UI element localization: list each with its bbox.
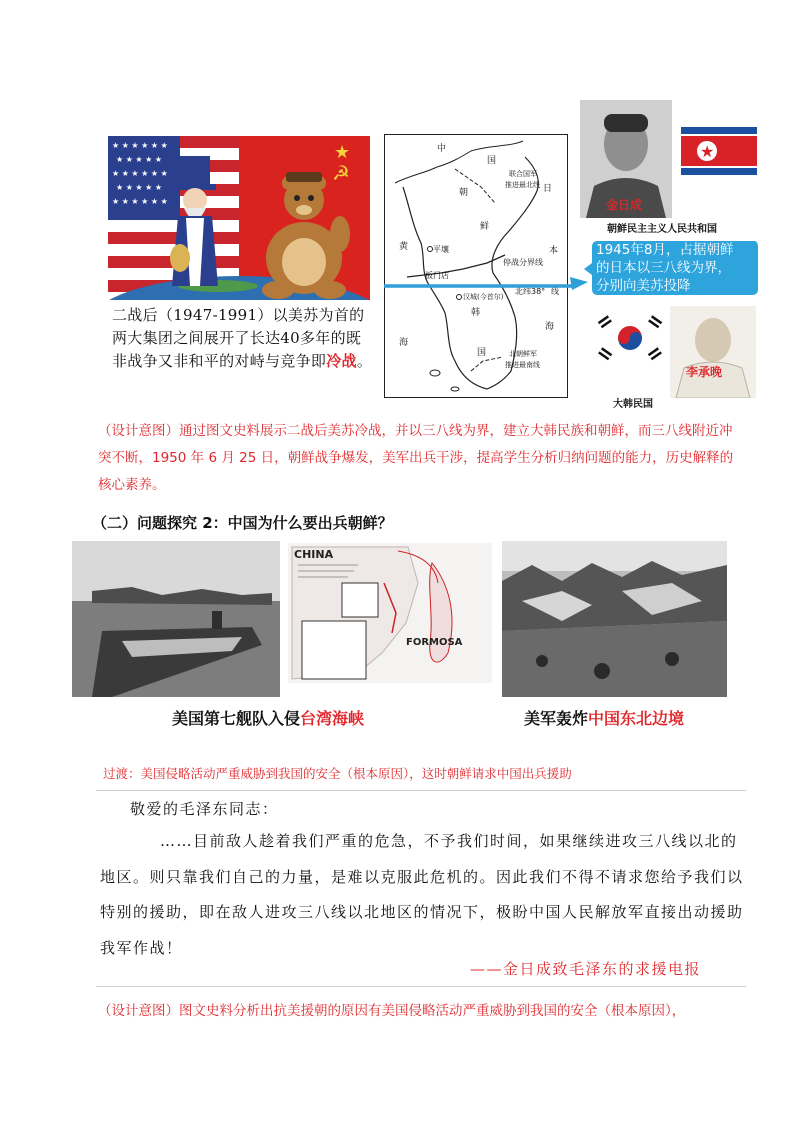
map-label-china-bottom: 国	[487, 156, 497, 166]
svg-text:★ ★ ★ ★ ★: ★ ★ ★ ★ ★	[116, 183, 163, 192]
map-label-east-sea: 海	[545, 322, 555, 332]
svg-text:★ ★ ★ ★ ★ ★: ★ ★ ★ ★ ★ ★	[112, 197, 168, 206]
map-label-un-advance-2: 推进最北线	[505, 181, 540, 189]
svg-text:★ ★ ★ ★ ★: ★ ★ ★ ★ ★	[116, 155, 163, 164]
map-label-panmunjom: 板门店	[425, 271, 449, 280]
map-label-38th-parallel: 北纬38°	[515, 287, 546, 296]
map-label-korea-2: 鲜	[480, 222, 490, 232]
fleet-caption-text: 美国第七舰队入侵	[172, 709, 301, 728]
south-korea-flag	[594, 312, 666, 364]
map-label-korea-1: 朝	[459, 188, 469, 198]
map2-formosa-label: FORMOSA	[406, 637, 463, 648]
map-label-un-advance-1: 联合国军	[509, 170, 537, 178]
cold-war-poster-image	[108, 136, 370, 300]
map-label-japan-1: 日	[543, 184, 553, 194]
map2-china-label: CHINA	[294, 548, 334, 561]
map-label-south-korea-1: 韩	[471, 308, 481, 318]
poster-caption-end: 。	[356, 352, 373, 370]
38th-parallel-arrow	[384, 272, 594, 296]
syngman-rhee-photo	[670, 306, 756, 398]
map-label-china-top: 中	[437, 144, 447, 154]
poster-caption	[112, 304, 374, 373]
design-intent-paragraph-1: （设计意图）通过图文史料展示二战后美苏冷战，并以三八线为界，建立大韩民族和朝鲜，而三八线附近冲突不断，1950 年 6 月 25 日，朝鲜战争爆发，美军出兵干涉，提高学生分析归纳问题的能力，历史解释的核心素养。	[98, 423, 734, 493]
callout-line-1: 1945年8月，占据朝鲜	[596, 242, 734, 258]
svg-text:★: ★	[334, 142, 351, 163]
design-intent-paragraph-2: （设计意图）图文史料分析出抗美援朝的原因有美国侵略活动严重威胁到我国的安全（根本原因），	[98, 1003, 686, 1019]
map-label-yellow-sea-1: 黄	[399, 242, 409, 252]
fleet-caption	[172, 706, 364, 729]
map-label-south-korea-2: 国	[477, 348, 487, 358]
cold-war-highlight: 冷战	[326, 352, 357, 370]
map-label-nk-advance-1: 北朝鲜军	[509, 350, 537, 358]
callout-line-2: 的日本以三八线为界，	[596, 260, 731, 276]
bomb-caption-highlight: 中国东北边境	[588, 709, 685, 728]
map-label-pyongyang: 平壤	[433, 245, 449, 254]
seventh-fleet-photo	[72, 541, 280, 697]
transition-text: 过渡：美国侵略活动严重威胁到我国的安全（根本原因），这时朝鲜请求中国出兵援助	[103, 766, 572, 781]
callout-line-3: 分别向美苏投降	[596, 278, 691, 294]
divider	[96, 790, 746, 791]
map-label-line: 线	[551, 287, 559, 296]
korea-armistice-map	[384, 134, 568, 398]
map-label-yellow-sea-2: 海	[399, 338, 409, 348]
telegram-source: ——金日成致毛泽东的求援电报	[470, 960, 702, 978]
fleet-caption-highlight: 台湾海峡	[300, 709, 365, 728]
svg-text:★ ★ ★ ★ ★ ★: ★ ★ ★ ★ ★ ★	[112, 141, 168, 150]
bombed-northeast-photo	[502, 541, 727, 697]
section-2-heading: （二）问题探究 2：中国为什么要出兵朝鲜？	[92, 514, 393, 532]
telegram-body: ……目前敌人趁着我们严重的危急，不予我们时间，如果继续进攻三八线以北的地区。则只靠我们自己的力量，是难以克服此危机的。因此我们不得不请求您给予我们以特别的援助，即在敌人进攻三八线以北地区的情况下，极盼中国人民解放军直接出动援助我军作战！	[100, 832, 744, 957]
north-korea-flag	[681, 127, 757, 175]
svg-text:☭: ☭	[332, 161, 350, 185]
poster-caption-text: 二战后（1947-1991）以美苏为首的两大集团之间展开了长达40多年的既非战争又非和平的对峙与竞争即	[112, 306, 365, 370]
telegram-salutation: 敬爱的毛泽东同志：	[130, 800, 279, 818]
south-korea-name: 大韩民国	[613, 399, 653, 410]
svg-text:★ ★ ★ ★ ★ ★: ★ ★ ★ ★ ★ ★	[112, 169, 168, 178]
north-korea-name: 朝鲜民主主义人民共和国	[607, 224, 717, 235]
syngman-rhee-name: 李承晚	[686, 365, 723, 379]
map-label-nk-advance-2: 推进最南线	[505, 361, 540, 369]
bomb-caption-text: 美军轰炸	[524, 709, 589, 728]
callout-text	[596, 241, 756, 295]
bomb-caption	[524, 706, 684, 729]
map-label-japan-2: 本	[549, 246, 559, 256]
taiwan-strait-map	[288, 543, 492, 683]
svg-text:★: ★	[700, 142, 715, 161]
kim-il-sung-name: 金日成	[606, 198, 643, 212]
divider	[96, 986, 746, 987]
map-label-ceasefire-line: 停战分界线	[503, 258, 543, 267]
map-label-seoul: 汉城(今首尔)	[463, 293, 504, 301]
